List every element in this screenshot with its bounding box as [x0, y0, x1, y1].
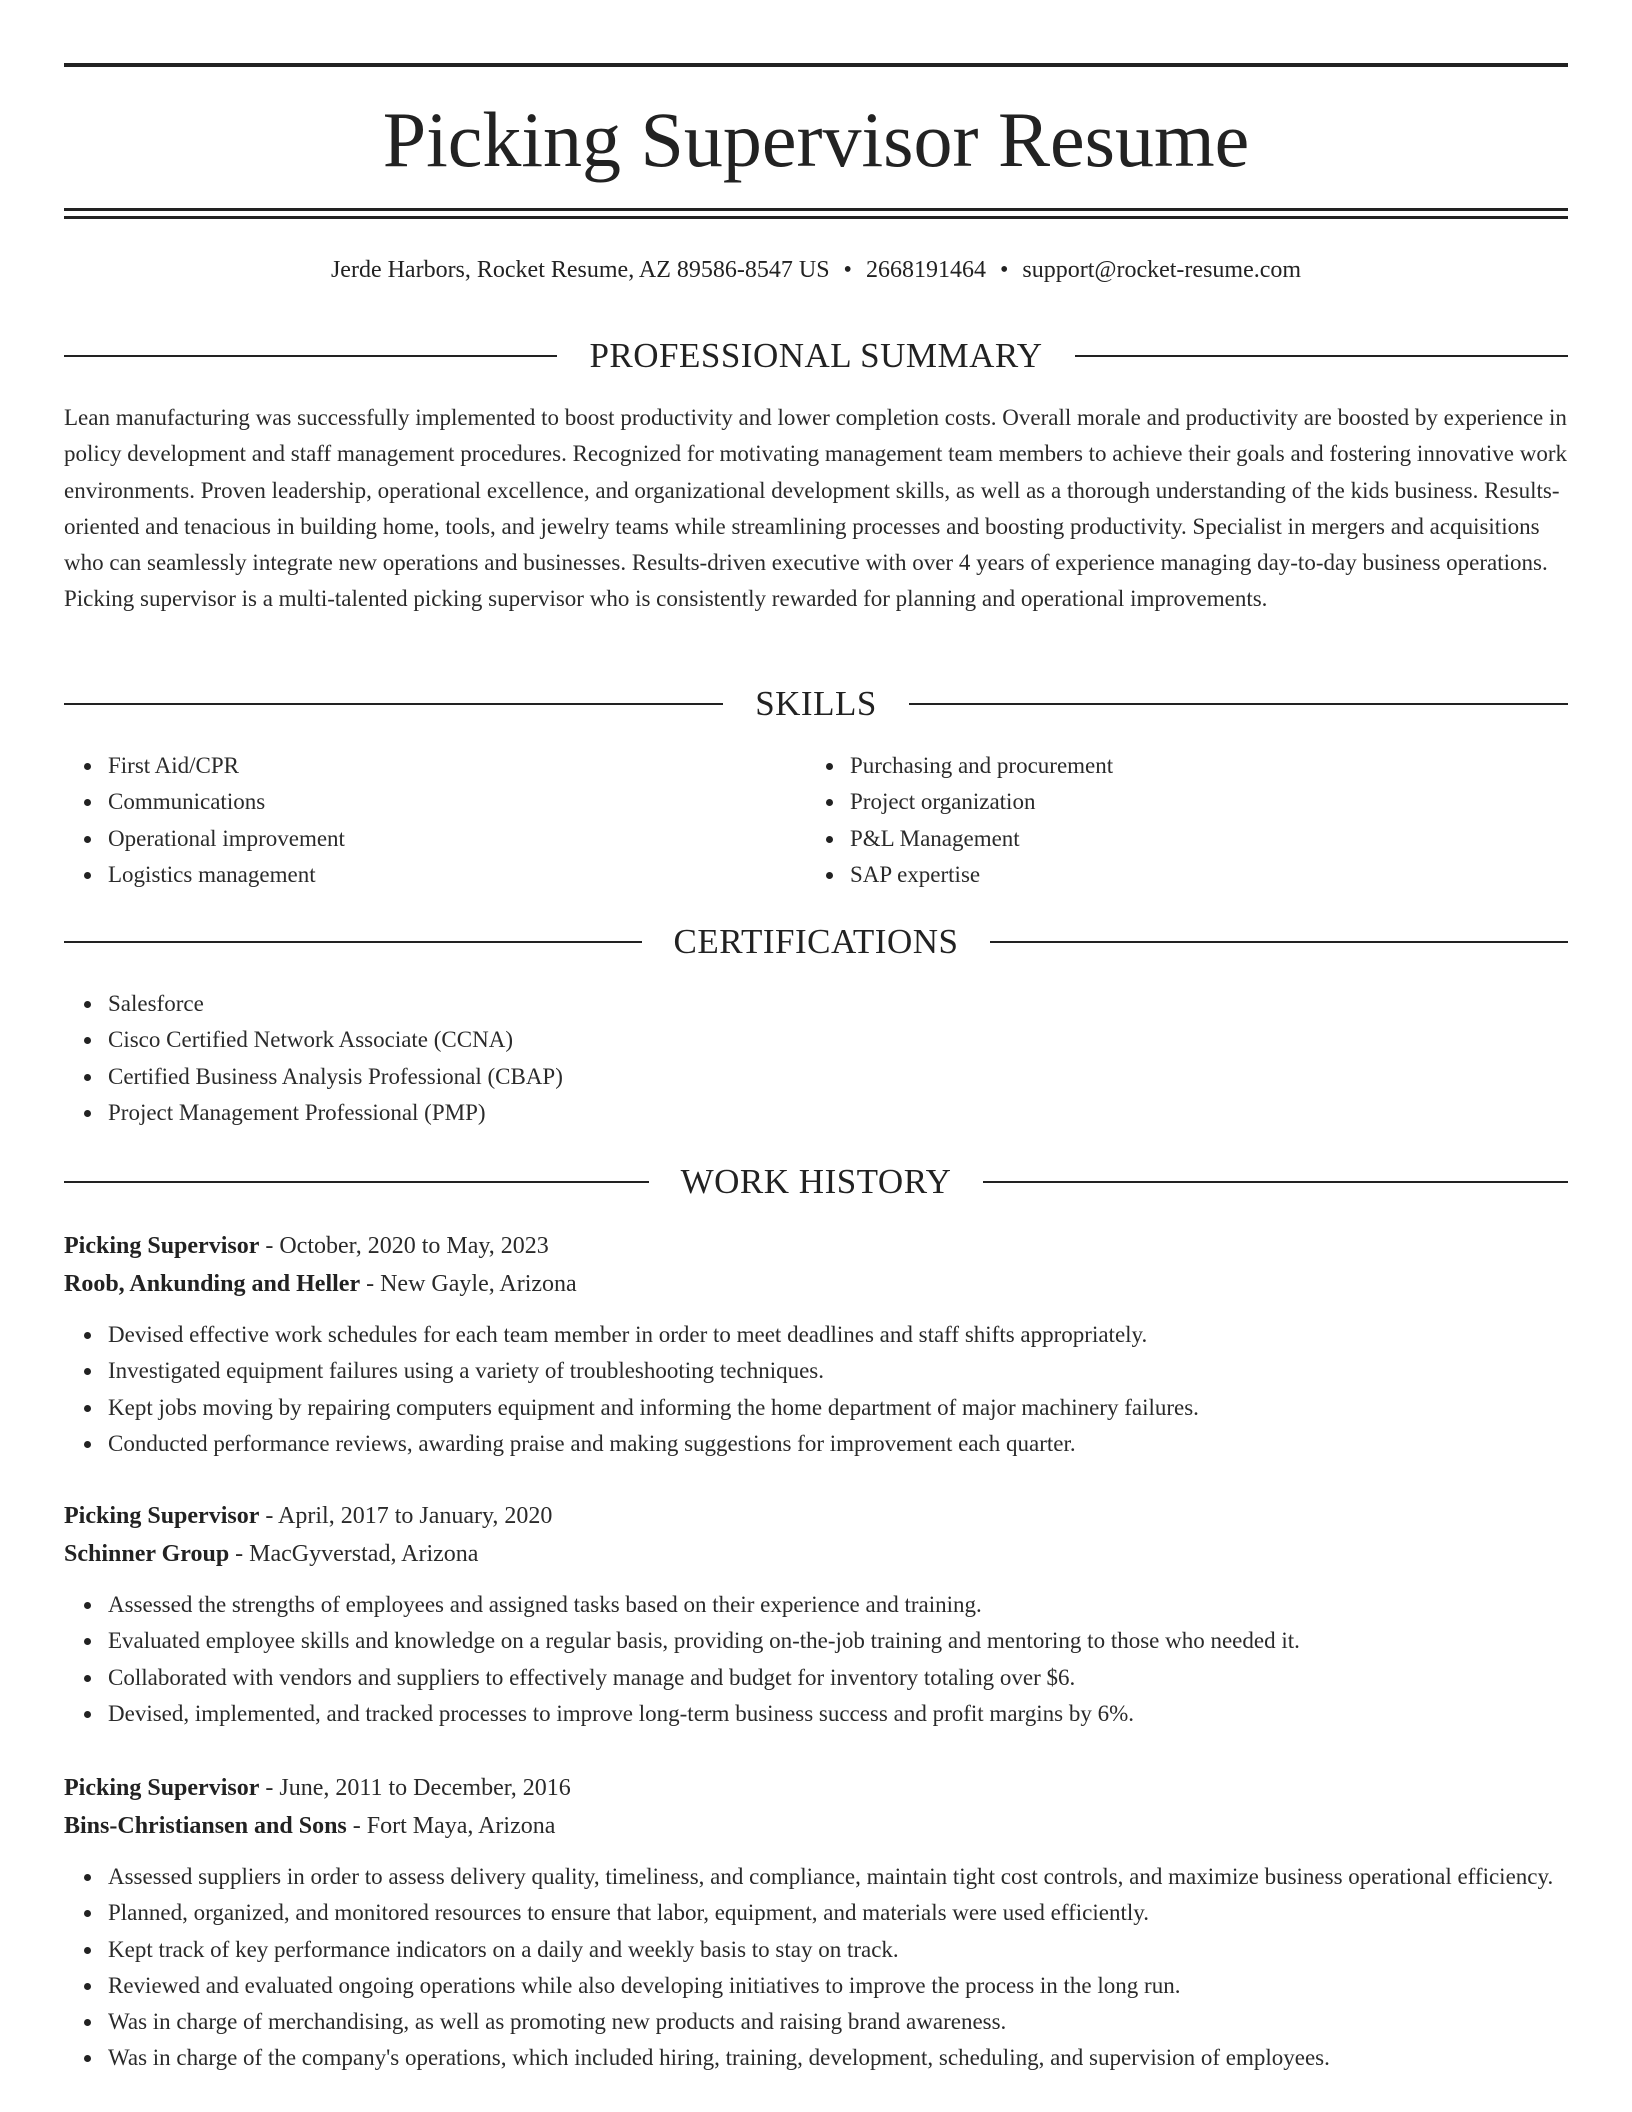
section-rule-left: [64, 941, 642, 943]
section-rule-left: [64, 703, 723, 705]
job-title: Picking Supervisor: [64, 1503, 260, 1529]
title-rule-upper: [64, 208, 1568, 211]
top-rule: [64, 63, 1568, 67]
job-dates: - October, 2020 to May, 2023: [259, 1233, 549, 1259]
job-bullet: Investigated equipment failures using a variety of troubleshooting techniques.: [108, 1353, 1568, 1389]
title-rule-lower: [64, 216, 1568, 219]
skill-item: First Aid/CPR: [108, 748, 764, 784]
job-location: - Fort Maya, Arizona: [346, 1813, 556, 1839]
section-rule-right: [983, 1181, 1568, 1183]
skill-item: Operational improvement: [108, 821, 764, 857]
job-bullet: Kept track of key performance indicators on a daily and weekly basis to stay on track.: [108, 1932, 1568, 1968]
job-bullet: Conducted performance reviews, awarding praise and making suggestions for improvement each quarter.: [108, 1426, 1568, 1462]
contact-line: [64, 252, 1568, 288]
certification-item: Cisco Certified Network Associate (CCNA): [108, 1022, 1568, 1058]
job-bullet: Was in charge of merchandising, as well as promoting new products and raising brand awareness.: [108, 2004, 1568, 2040]
job-company-line: [64, 1807, 1568, 1845]
skills-list-left: [64, 748, 764, 893]
skill-item: Communications: [108, 784, 764, 820]
contact-phone[interactable]: 2668191464: [865, 257, 986, 283]
summary-heading: PROFESSIONAL SUMMARY: [589, 336, 1043, 375]
job-company-line: [64, 1535, 1568, 1573]
skill-item: Purchasing and procurement: [850, 748, 1506, 784]
work-history-section-header: [64, 1160, 1568, 1204]
job-entry: [64, 1497, 1568, 1732]
certification-item: Project Management Professional (PMP): [108, 1095, 1568, 1131]
certifications-section-header: [64, 920, 1568, 964]
section-rule-left: [64, 1181, 649, 1183]
job-bullet: Devised effective work schedules for each team member in order to meet deadlines and staff shifts appropriately.: [108, 1317, 1568, 1353]
job-bullet: Was in charge of the company's operations, which included hiring, training, development, scheduling, and supervision of employees.: [108, 2040, 1568, 2076]
job-title-line: [64, 1769, 1568, 1807]
summary-section-header: [64, 334, 1568, 378]
certification-item: Certified Business Analysis Professional (CBAP): [108, 1059, 1568, 1095]
section-rule-right: [909, 703, 1568, 705]
job-dates: - June, 2011 to December, 2016: [259, 1775, 571, 1801]
job-company-line: [64, 1265, 1568, 1303]
job-location: - MacGyverstad, Arizona: [229, 1541, 479, 1567]
skills-section-header: [64, 682, 1568, 726]
job-bullet: Planned, organized, and monitored resources to ensure that labor, equipment, and materials were used efficiently.: [108, 1895, 1568, 1931]
certifications-block: [64, 986, 1568, 1131]
job-bullet: Devised, implemented, and tracked processes to improve long-term business success and profit margins by 6%.: [108, 1696, 1568, 1732]
summary-text: Lean manufacturing was successfully implemented to boost productivity and lower completion costs. Overall morale and productivity are boosted by experience in policy development and staff management procedures. Recognized for motivating management team members to achieve their goals and fostering innovative work environments. Proven leadership, operational excellence, and organizational development skills, as well as a thorough understanding of the kids business. Results-oriented and tenacious in building home, tools, and jewelry teams while streamlining processes and boosting productivity. Specialist in mergers and acquisitions who can seamlessly integrate new operations and businesses. Results-driven executive with over 4 years of experience managing day-to-day business operations. Picking supervisor is a multi-talented picking supervisor who is consistently rewarded for planning and operational improvements.: [64, 405, 1568, 612]
skills-column-right: [806, 748, 1506, 893]
contact-email[interactable]: support@rocket-resume.com: [1022, 257, 1302, 283]
job-title: Picking Supervisor: [64, 1233, 260, 1259]
job-dates: - April, 2017 to January, 2020: [259, 1503, 553, 1529]
certifications-list: [64, 986, 1568, 1131]
skills-heading: SKILLS: [755, 684, 877, 723]
work-history-heading: WORK HISTORY: [680, 1162, 952, 1201]
job-company: Schinner Group: [64, 1541, 230, 1567]
job-location: - New Gayle, Arizona: [360, 1271, 577, 1297]
job-bullet: Collaborated with vendors and suppliers to effectively manage and budget for inventory totaling over $6.: [108, 1660, 1568, 1696]
skills-column-left: [64, 748, 764, 893]
job-bullets: [64, 1317, 1568, 1462]
skill-item: Logistics management: [108, 857, 764, 893]
skill-item: P&L Management: [850, 821, 1506, 857]
skills-list-right: [806, 748, 1506, 893]
job-bullets: [64, 1587, 1568, 1732]
certifications-heading: CERTIFICATIONS: [673, 922, 959, 961]
section-rule-right: [1075, 355, 1568, 357]
job-bullet: Evaluated employee skills and knowledge on a regular basis, providing on-the-job training and mentoring to those who needed it.: [108, 1623, 1568, 1659]
skill-item: Project organization: [850, 784, 1506, 820]
job-company: Roob, Ankunding and Heller: [64, 1271, 361, 1297]
section-rule-left: [64, 355, 557, 357]
contact-separator: •: [843, 257, 852, 283]
job-bullet: Reviewed and evaluated ongoing operations while also developing initiatives to improve the process in the long run.: [108, 1968, 1568, 2004]
job-company: Bins-Christiansen and Sons: [64, 1813, 347, 1839]
contact-address: Jerde Harbors, Rocket Resume, AZ 89586-8547 US: [330, 257, 830, 283]
job-title-line: [64, 1497, 1568, 1535]
job-title-line: [64, 1227, 1568, 1265]
certification-item: Salesforce: [108, 986, 1568, 1022]
job-bullet: Assessed the strengths of employees and assigned tasks based on their experience and training.: [108, 1587, 1568, 1623]
job-title: Picking Supervisor: [64, 1775, 260, 1801]
job-entry: [64, 1227, 1568, 1462]
section-rule-right: [990, 941, 1568, 943]
resume-title: Picking Supervisor Resume: [382, 96, 1250, 183]
contact-separator: •: [999, 257, 1009, 283]
job-bullet: Kept jobs moving by repairing computers equipment and informing the home department of major machinery failures.: [108, 1390, 1568, 1426]
job-entry: [64, 1769, 1568, 2077]
job-bullets: [64, 1859, 1568, 2077]
skill-item: SAP expertise: [850, 857, 1506, 893]
job-bullet: Assessed suppliers in order to assess delivery quality, timeliness, and compliance, maintain tight cost controls, and maximize business operational efficiency.: [108, 1859, 1568, 1895]
